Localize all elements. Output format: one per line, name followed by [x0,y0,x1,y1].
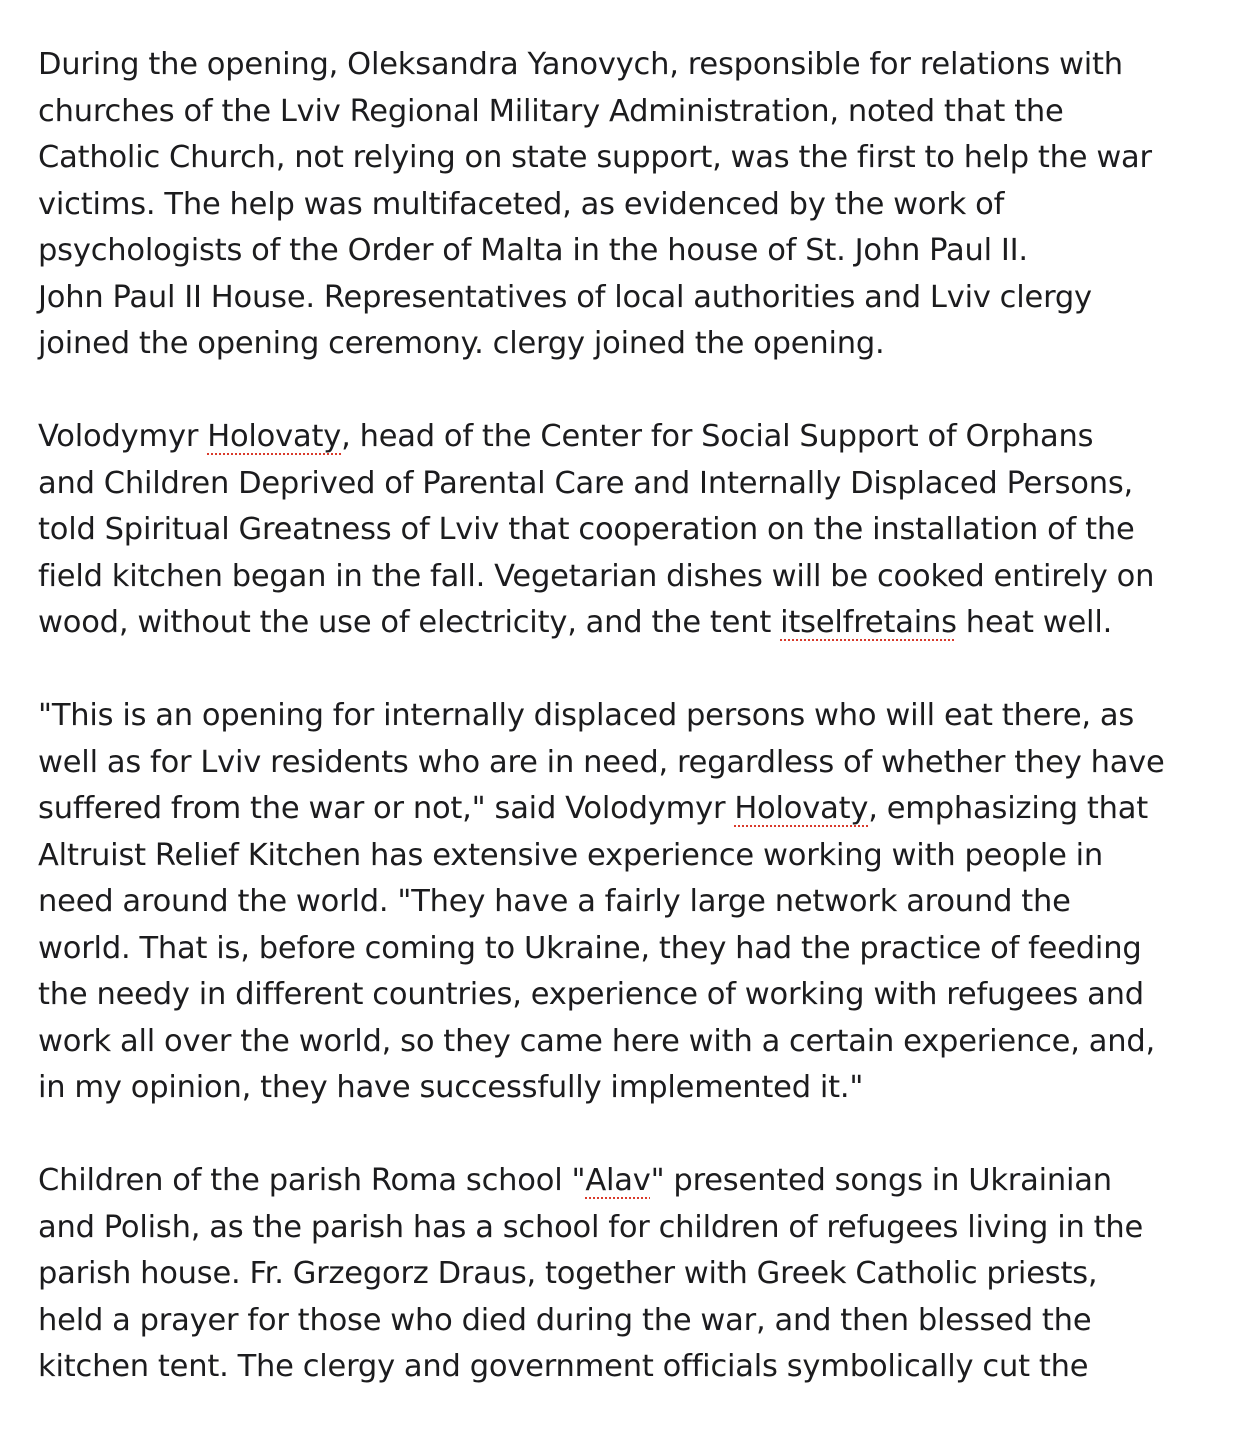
text-line [38,786,1218,833]
misspelled-word[interactable]: itselfretains [780,605,957,640]
text-line: During the opening, Oleksandra Yanovych, responsible for relations with [38,47,1123,82]
text-line [38,414,1218,461]
text-line: John Paul II House. Representatives of local authorities and Lviv clergy [38,279,1092,315]
text-line: need around the world. "They have a fairly large network around the [38,884,1071,919]
text-line: Altruist Relief Kitchen has extensive experience working with people in [38,837,1104,873]
misspelled-word[interactable]: Holovaty [734,791,869,826]
paragraph-4 [38,1158,1218,1391]
text-line: the needy in different countries, experience of working with refugees and [38,977,1144,1012]
text-segment: suffered from the war or not," said Volodymyr [38,791,735,826]
text-segment: , emphasizing that [868,791,1149,826]
text-segment: heat well. [956,605,1113,640]
text-line [38,600,1218,647]
text-line: Catholic Church, not relying on state support, was the first to help the war [38,140,1152,175]
text-segment: Children of the parish Roma school " [38,1163,586,1198]
text-line: told Spiritual Greatness of Lviv that cooperation on the installation of the [38,512,1135,547]
misspelled-word[interactable]: Alav [585,1163,651,1198]
text-line: and Polish, as the parish has a school for children of refugees living in the [38,1209,1144,1245]
text-line: held a prayer for those who died during the war, and then blessed the [38,1302,1092,1338]
text-segment: , head of the Center for Social Support of Orphans [341,419,1094,454]
text-line: churches of the Lviv Regional Military Administration, noted that the [38,93,1064,129]
text-line: victims. The help was multifaceted, as evidenced by the work of [38,186,1005,222]
text-line: parish house. Fr. Grzegorz Draus, together with Greek Catholic priests, [38,1256,1098,1291]
paragraph-3 [38,693,1218,1112]
paragraph-2 [38,414,1218,647]
text-line: world. That is, before coming to Ukraine, they had the practice of feeding [38,930,1142,966]
paragraph-1 [38,42,1218,368]
document-body [38,42,1218,1437]
misspelled-word[interactable]: Holovaty [207,419,342,454]
text-segment: Volodymyr [38,419,208,454]
text-line: in my opinion, they have successfully implemented it." [38,1070,864,1105]
text-line: "This is an opening for internally displaced persons who will eat there, as [38,698,1135,733]
text-line [38,1158,1218,1205]
text-line: well as for Lviv residents who are in need, regardless of whether they have [38,744,1165,780]
text-line: psychologists of the Order of Malta in the house of St. John Paul II. [38,233,1028,268]
text-line: work all over the world, so they came here with a certain experience, and, [38,1023,1155,1059]
text-line: kitchen tent. The clergy and government officials symbolically cut the [38,1349,1089,1384]
text-line: field kitchen began in the fall. Vegetarian dishes will be cooked entirely on [38,558,1155,594]
text-segment: wood, without the use of electricity, and the tent [38,605,781,640]
text-segment: " presented songs in Ukrainian [650,1163,1112,1198]
text-line: joined the opening ceremony. clergy joined the opening. [38,326,885,361]
text-line: and Children Deprived of Parental Care and Internally Displaced Persons, [38,465,1134,501]
